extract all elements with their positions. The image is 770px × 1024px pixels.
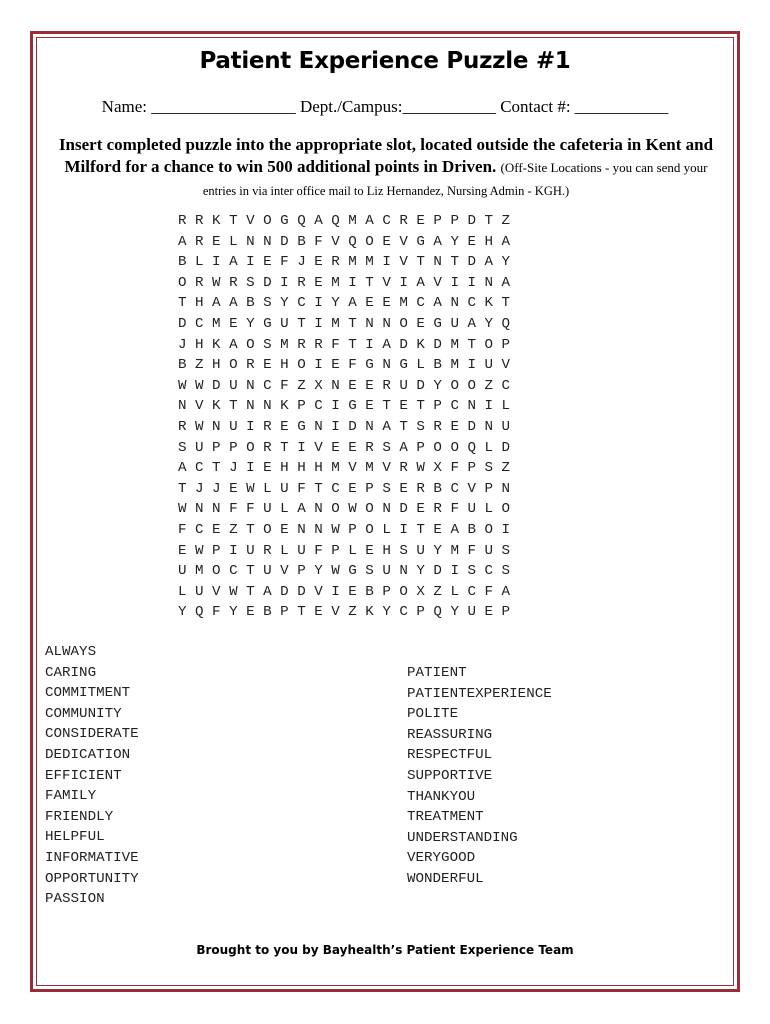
grid-row: S U P P O R T I V E E R S A P O O Q L D <box>178 439 511 456</box>
instructions-note-part2: entries in via inter office mail to Liz Hernandez, Nursing Admin - KGH.) <box>202 184 570 198</box>
word-list-right <box>407 663 552 890</box>
word-list-item: RESPECTFUL <box>407 747 493 764</box>
word-list-item: POLITE <box>407 706 459 723</box>
word-list-item: PATIENTEXPERIENCE <box>407 685 552 702</box>
grid-row: A C T J I E H H H M V M V R W X F P S Z <box>178 460 511 477</box>
grid-row: L U V W T A D D V I E B P O X Z L C F A <box>178 583 511 600</box>
word-list-item: ALWAYS <box>45 644 97 660</box>
instructions <box>44 134 728 201</box>
grid-row: W W D U N C F Z X N E E R U D Y O O Z C <box>178 377 511 394</box>
footer-credit: Brought to you by Bayhealth’s Patient Experience Team <box>196 943 574 957</box>
grid-row: T J J E W L U F T C E P S E R B C V P N <box>178 480 511 497</box>
grid-row: R W N U I R E G N I D N A T S R E D N U <box>178 418 511 435</box>
grid-row: R R K T V O G Q A Q M A C R E P P D T Z <box>178 213 511 229</box>
instructions-main: Insert completed puzzle into the appropriate slot, located outside the cafeteria in Kent and Milford for a chance to win 500 additional points in Driven. <box>58 135 714 176</box>
grid-row: B L I A I E F J E R M M I V T N T D A Y <box>178 254 511 271</box>
word-list-item: CONSIDERATE <box>45 726 139 743</box>
word-list-item: TREATMENT <box>407 809 484 826</box>
page-title: Patient Experience Puzzle #1 <box>199 48 571 74</box>
word-list-item: DEDICATION <box>45 746 131 763</box>
grid-row: U M O C T U V P Y W G S U N Y D I S C S <box>178 563 511 580</box>
grid-row: E W P I U R L U F P L E H S U Y M F U S <box>178 542 511 559</box>
entry-fields-line: Name: _________________ Dept./Campus:___________ Contact #: ___________ <box>101 97 669 116</box>
word-list-item: VERYGOOD <box>407 850 476 867</box>
word-list-item: PATIENT <box>407 665 467 681</box>
word-list-item: EFFICIENT <box>45 767 122 784</box>
word-list-item: COMMITMENT <box>45 685 131 702</box>
word-list-item: INFORMATIVE <box>45 849 139 866</box>
grid-row: O R W R S D I R E M I T V I A V I I N A <box>178 274 511 291</box>
word-list-item: OPPORTUNITY <box>45 870 139 887</box>
word-list-item: REASSURING <box>407 726 493 743</box>
word-list-item: SUPPORTIVE <box>407 767 493 784</box>
word-list-item: FAMILY <box>45 788 97 805</box>
word-list-item: UNDERSTANDING <box>407 829 518 846</box>
grid-row: Y Q F Y E B P T E V Z K Y C P Q Y U E P <box>178 604 511 621</box>
grid-row: T H A A B S Y C I Y A E E M C A N C K T <box>178 295 511 312</box>
instructions-note-part1: (Off-Site Locations - you can send your <box>500 160 708 175</box>
grid-row: N V K T N N K P C I G E T E T P C N I L <box>178 398 511 415</box>
word-list-item: CARING <box>45 664 97 681</box>
grid-row: W N N F F U L A N O W O N D E R F U L O <box>178 501 511 518</box>
word-list-item: THANKYOU <box>407 788 476 805</box>
grid-row: F C E Z T O E N N W P O L I T E A B O I <box>178 521 511 538</box>
grid-row: D C M E Y G U T I M T N N O E G U A Y Q <box>178 315 511 332</box>
word-list-left <box>45 642 139 910</box>
grid-row: J H K A O S M R R F T I A D K D M T O P <box>178 336 511 353</box>
word-search-grid <box>178 211 510 623</box>
word-list-item: WONDERFUL <box>407 870 484 887</box>
grid-row: B Z H O R E H O I E F G N G L B M I U V <box>178 357 511 374</box>
grid-row: A R E L N N D B F V Q O E V G A Y E H A <box>178 233 511 250</box>
word-list-item: HELPFUL <box>45 829 105 846</box>
word-list-item: COMMUNITY <box>45 705 122 722</box>
word-list-item: PASSION <box>45 891 105 908</box>
word-list-item: FRIENDLY <box>45 808 114 825</box>
